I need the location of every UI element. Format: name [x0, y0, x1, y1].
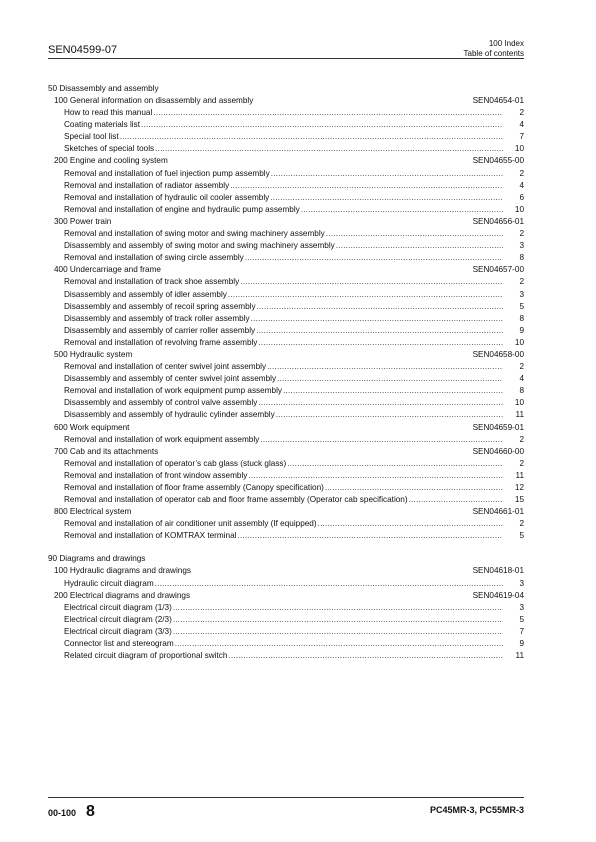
entry-title: Removal and installation of work equipment assembly [64, 434, 260, 444]
entry-title: Disassembly and assembly of swing motor and swing machinery assembly [64, 241, 335, 251]
dot-leader [258, 337, 503, 349]
section-code: SEN04658-00 [472, 349, 524, 359]
toc-entry[interactable] [48, 518, 524, 530]
toc-entry[interactable] [48, 119, 524, 131]
section-heading [48, 506, 524, 518]
entry-page: 2 [519, 108, 524, 118]
dot-leader [173, 626, 503, 638]
entry-title: Disassembly and assembly of hydraulic cylinder assembly [64, 410, 275, 420]
dot-leader [287, 458, 503, 470]
entry-page: 8 [519, 253, 524, 263]
section-heading [48, 264, 524, 276]
dot-leader [248, 470, 503, 482]
entry-page: 2 [519, 434, 524, 444]
dot-leader [240, 276, 503, 288]
section-heading [48, 446, 524, 458]
toc-entry[interactable] [48, 337, 524, 349]
part-heading: 50 Disassembly and assembly [48, 84, 159, 93]
toc-entry[interactable] [48, 228, 524, 240]
dot-leader [257, 301, 503, 313]
dot-leader [173, 602, 503, 614]
footer-models: PC45MR-3, PC55MR-3 [429, 805, 524, 815]
table-of-contents [48, 83, 524, 662]
entry-title: Coating materials list [64, 120, 140, 130]
toc-entry[interactable] [48, 180, 524, 192]
dot-leader [141, 119, 503, 131]
toc-entry[interactable] [48, 313, 524, 325]
entry-title: Removal and installation of center swivel joint assembly [64, 362, 267, 372]
entry-title: Related circuit diagram of proportional switch [64, 651, 228, 661]
entry-title: How to read this manual [64, 108, 153, 118]
entry-page: 9 [519, 639, 524, 649]
toc-entry[interactable] [48, 289, 524, 301]
dot-leader [283, 385, 503, 397]
entry-title: Disassembly and assembly of recoil spring assembly [64, 301, 256, 311]
toc-entry[interactable] [48, 373, 524, 385]
toc-entry[interactable] [48, 168, 524, 180]
document-code: SEN04599-07 [48, 44, 118, 56]
section-title: 100 Hydraulic diagrams and drawings [54, 566, 191, 576]
toc-entry[interactable] [48, 482, 524, 494]
toc-entry[interactable] [48, 434, 524, 446]
entry-title: Removal and installation of operator’s cab glass (stuck glass) [64, 458, 287, 468]
entry-title: Removal and installation of hydraulic oil cooler assembly [64, 192, 270, 202]
toc-entry[interactable] [48, 470, 524, 482]
entry-title: Disassembly and assembly of idler assembly [64, 289, 227, 299]
entry-page: 2 [519, 519, 524, 529]
entry-page: 8 [519, 386, 524, 396]
dot-leader [155, 578, 503, 590]
toc-entry[interactable] [48, 361, 524, 373]
entry-title: Removal and installation of swing circle assembly [64, 253, 244, 263]
entry-page: 2 [519, 458, 524, 468]
toc-entry[interactable] [48, 650, 524, 662]
entry-page: 2 [519, 362, 524, 372]
page-prefix: 00-100 [48, 808, 77, 818]
entry-page: 11 [515, 470, 524, 480]
toc-entry[interactable] [48, 578, 524, 590]
toc-entry[interactable] [48, 252, 524, 264]
section-code: SEN04661-01 [472, 507, 524, 517]
section-heading [48, 422, 524, 434]
toc-entry[interactable] [48, 614, 524, 626]
index-line: 100 Index [488, 39, 524, 48]
dot-leader [256, 325, 503, 337]
section-code: SEN04655-00 [472, 156, 524, 166]
entry-page: 11 [515, 651, 524, 661]
entry-page: 12 [514, 483, 524, 492]
section-heading [48, 349, 524, 361]
dot-leader [120, 131, 503, 143]
entry-title: Disassembly and assembly of track roller assembly [64, 313, 250, 323]
toc-entry[interactable] [48, 494, 524, 506]
entry-page: 11 [515, 410, 524, 420]
dot-leader [228, 650, 503, 662]
dot-leader [237, 530, 503, 542]
toc-entry[interactable] [48, 638, 524, 650]
section-code: SEN04618-01 [472, 566, 524, 576]
dot-leader [318, 518, 503, 530]
entry-page: 7 [519, 626, 524, 636]
entry-title: Special tool list [64, 132, 119, 142]
section-title: 700 Cab and its attachments [54, 446, 159, 456]
dot-leader [409, 494, 503, 506]
entry-title: Removal and installation of front window assembly [64, 470, 248, 480]
dot-leader [270, 192, 503, 204]
dot-leader [301, 204, 503, 216]
section-code: SEN04657-00 [472, 265, 524, 275]
toc-entry[interactable] [48, 458, 524, 470]
entry-title: Electrical circuit diagram (1/3) [64, 602, 172, 612]
entry-title: Removal and installation of floor frame assembly (Canopy specification) [64, 483, 324, 492]
toc-entry[interactable] [48, 131, 524, 143]
dot-leader [251, 313, 503, 325]
entry-page: 2 [519, 277, 524, 287]
entry-page: 3 [519, 602, 524, 612]
dot-leader [276, 409, 503, 421]
entry-page: 3 [519, 578, 524, 588]
footer-page-number [48, 803, 95, 821]
entry-page: 4 [519, 374, 524, 384]
page-number: 8 [86, 803, 95, 820]
entry-title: Connector list and stereogram [64, 639, 174, 649]
entry-title: Hydraulic circuit diagram [64, 578, 154, 588]
dot-leader [325, 482, 503, 494]
section-heading [48, 155, 524, 167]
entry-title: Removal and installation of fuel injection pump assembly [64, 168, 270, 178]
section-heading [48, 95, 524, 107]
dot-leader [173, 614, 503, 626]
section-title: 400 Undercarriage and frame [54, 265, 161, 275]
section-code: SEN04660-00 [472, 446, 524, 456]
section-title: 800 Electrical system [54, 507, 132, 517]
entry-title: Sketches of special tools [64, 144, 155, 154]
entry-title: Removal and installation of air conditioner unit assembly (If equipped) [64, 519, 317, 529]
dot-leader [228, 289, 503, 301]
toc-entry[interactable] [48, 240, 524, 252]
entry-title: Removal and installation of operator cab and floor frame assembly (Operator cab specification) [64, 495, 408, 505]
entry-title: Removal and installation of work equipment pump assembly [64, 386, 282, 396]
entry-page: 6 [519, 192, 524, 202]
dot-leader [258, 397, 503, 409]
entry-page: 10 [514, 204, 524, 214]
entry-title: Disassembly and assembly of control valve assembly [64, 398, 258, 408]
entry-page: 10 [514, 398, 524, 408]
section-title: 200 Engine and cooling system [54, 156, 168, 166]
entry-page: 5 [519, 301, 524, 311]
entry-page: 4 [519, 120, 524, 130]
section-code: SEN04659-01 [472, 422, 524, 432]
dot-leader [336, 240, 503, 252]
section-title: 200 Electrical diagrams and drawings [54, 590, 191, 600]
section-heading [48, 216, 524, 228]
toc-entry[interactable] [48, 602, 524, 614]
toc-line: Table of contents [463, 49, 524, 58]
toc-entry[interactable] [48, 301, 524, 313]
entry-title: Electrical circuit diagram (3/3) [64, 626, 172, 636]
entry-title: Removal and installation of swing motor and swing machinery assembly [64, 229, 325, 239]
part-spacer [48, 542, 524, 553]
dot-leader [153, 107, 503, 119]
toc-entry[interactable] [48, 325, 524, 337]
toc-entry[interactable] [48, 626, 524, 638]
dot-leader [175, 638, 503, 650]
header-divider [48, 58, 524, 59]
dot-leader [326, 228, 503, 240]
entry-title: Removal and installation of KOMTRAX terminal [64, 531, 237, 541]
toc-entry[interactable] [48, 530, 524, 542]
entry-page: 10 [514, 144, 524, 154]
section-title: 100 General information on disassembly and assembly [54, 96, 254, 105]
section-code: SEN04619-04 [472, 590, 524, 600]
entry-title: Removal and installation of radiator assembly [64, 180, 230, 190]
dot-leader [271, 168, 503, 180]
section-title: 500 Hydraulic system [54, 349, 133, 359]
entry-page: 9 [519, 325, 524, 335]
toc-entry[interactable] [48, 409, 524, 421]
section-code: SEN04656-01 [472, 216, 524, 226]
entry-page: 5 [519, 614, 524, 624]
entry-page: 2 [519, 229, 524, 239]
dot-leader [267, 361, 503, 373]
toc-entry[interactable] [48, 107, 524, 119]
toc-entry[interactable] [48, 143, 524, 155]
toc-entry[interactable] [48, 204, 524, 216]
entry-title: Removal and installation of revolving frame assembly [64, 337, 258, 347]
entry-title: Electrical circuit diagram (2/3) [64, 614, 172, 624]
header-section-info [464, 39, 524, 59]
entry-title: Removal and installation of engine and hydraulic pump assembly [64, 204, 300, 214]
entry-page: 3 [519, 289, 524, 299]
entry-page: 2 [519, 168, 524, 178]
entry-page: 8 [519, 313, 524, 323]
section-code: SEN04654-01 [472, 96, 524, 105]
entry-title: Disassembly and assembly of carrier roller assembly [64, 325, 256, 335]
part-heading: 90 Diagrams and drawings [48, 554, 146, 564]
entry-page: 10 [514, 337, 524, 347]
toc-entry[interactable] [48, 385, 524, 397]
dot-leader [230, 180, 503, 192]
toc-entry[interactable] [48, 192, 524, 204]
entry-title: Disassembly and assembly of center swivel joint assembly [64, 374, 277, 384]
entry-title: Removal and installation of track shoe assembly [64, 277, 240, 287]
entry-page: 15 [514, 495, 524, 505]
section-title: 600 Work equipment [54, 422, 130, 432]
section-heading [48, 590, 524, 602]
entry-page: 5 [519, 531, 524, 541]
dot-leader [155, 143, 503, 155]
toc-entry[interactable] [48, 276, 524, 288]
entry-page: 7 [519, 132, 524, 142]
section-title: 300 Power train [54, 216, 112, 226]
footer-divider [48, 797, 524, 798]
dot-leader [245, 252, 503, 264]
entry-page: 4 [519, 180, 524, 190]
section-heading [48, 565, 524, 577]
toc-entry[interactable] [48, 397, 524, 409]
dot-leader [277, 373, 503, 385]
entry-page: 3 [519, 241, 524, 251]
dot-leader [260, 434, 503, 446]
